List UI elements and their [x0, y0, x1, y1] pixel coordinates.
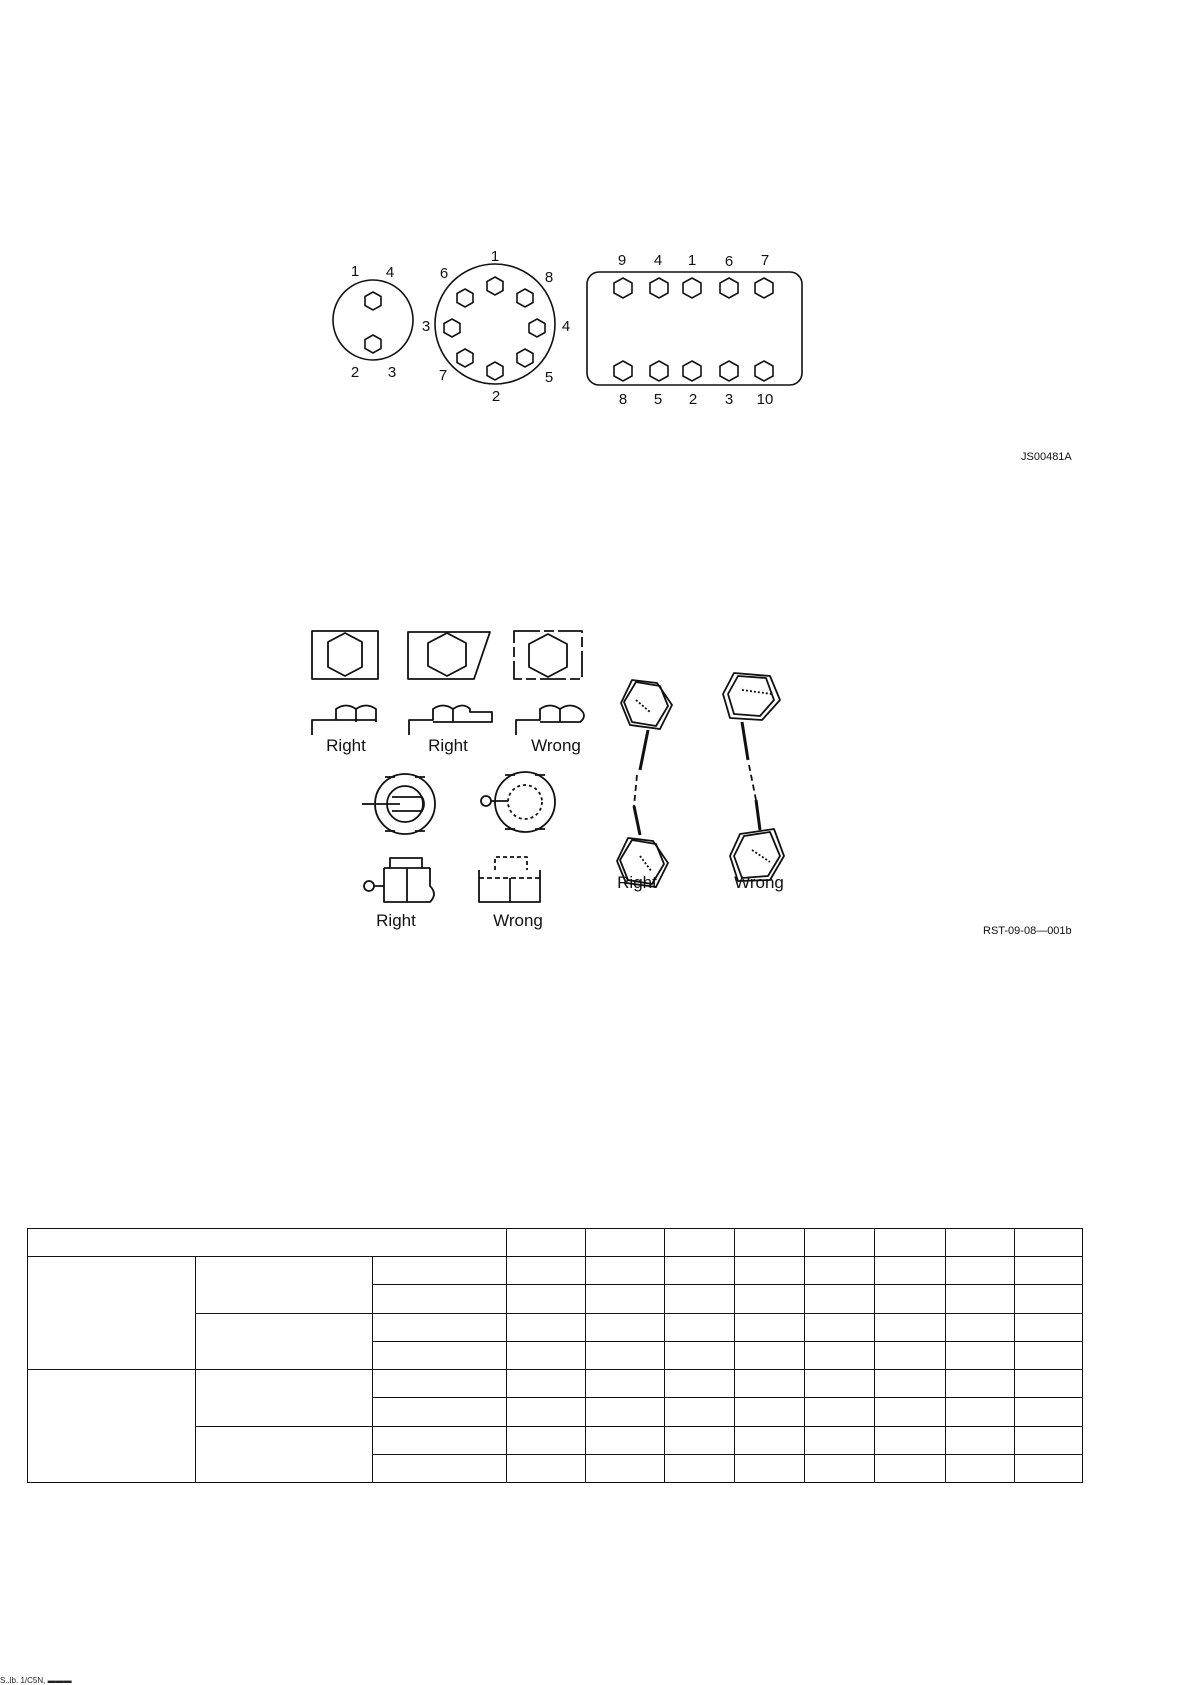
table-cell [1015, 1285, 1083, 1313]
lock-wire-caption: Right [617, 873, 657, 892]
table-cell [735, 1313, 805, 1341]
table-cell [805, 1370, 875, 1398]
table-cell [28, 1229, 507, 1257]
bolt-label: 7 [760, 252, 770, 269]
bolt-label: 7 [438, 367, 448, 384]
table-cell [735, 1229, 805, 1257]
table-cell [586, 1313, 665, 1341]
table-cell [665, 1370, 735, 1398]
table-cell [1015, 1313, 1083, 1341]
table-cell [373, 1257, 507, 1285]
table-cell [507, 1426, 586, 1454]
table-cell [1015, 1398, 1083, 1426]
table-cell [805, 1398, 875, 1426]
table-row [28, 1257, 1083, 1285]
bolt-label: 8 [618, 391, 628, 408]
table-cell [805, 1229, 875, 1257]
table-cell [373, 1285, 507, 1313]
table-cell [28, 1257, 196, 1370]
table-cell [586, 1285, 665, 1313]
table-cell [735, 1398, 805, 1426]
bolt-label: 4 [653, 252, 663, 269]
table-cell [507, 1370, 586, 1398]
table-cell [875, 1313, 946, 1341]
table-cell [665, 1341, 735, 1369]
table-cell [586, 1341, 665, 1369]
bolt-label: 1 [350, 263, 360, 280]
table-cell [507, 1341, 586, 1369]
bolt-label: 5 [653, 391, 663, 408]
cotter-pin-caption: Wrong [493, 911, 543, 930]
table-cell [1015, 1257, 1083, 1285]
table-cell [28, 1370, 196, 1483]
table-cell [586, 1229, 665, 1257]
tightening-sequence-figure [300, 230, 820, 420]
tab-washer-caption: Right [428, 736, 468, 755]
table-cell [805, 1341, 875, 1369]
table-cell [507, 1229, 586, 1257]
table-cell [805, 1257, 875, 1285]
table-cell [586, 1426, 665, 1454]
eight-bolt-pattern [435, 264, 555, 384]
table-cell [507, 1398, 586, 1426]
table-cell [373, 1454, 507, 1482]
ten-bolt-pattern [587, 272, 802, 385]
table-cell [1015, 1370, 1083, 1398]
table-cell [665, 1257, 735, 1285]
castle-nut-right-side [364, 858, 434, 902]
table-cell [373, 1398, 507, 1426]
table-cell [1015, 1454, 1083, 1482]
table-cell [507, 1454, 586, 1482]
castle-nut-right-top [362, 774, 435, 834]
table-cell [946, 1257, 1015, 1285]
table-cell [875, 1370, 946, 1398]
table-cell [196, 1313, 373, 1369]
tab-washer-right-1 [312, 631, 378, 735]
bolt-label: 2 [491, 388, 501, 405]
table-cell [196, 1257, 373, 1313]
table-header-row [28, 1229, 1083, 1257]
table-cell [946, 1398, 1015, 1426]
lock-wire-caption: Wrong [734, 873, 784, 892]
table-cell [735, 1370, 805, 1398]
table-cell [1015, 1229, 1083, 1257]
table-cell [196, 1370, 373, 1426]
table-cell [586, 1370, 665, 1398]
bolt-label: 2 [688, 391, 698, 408]
table-cell [373, 1426, 507, 1454]
bolt-label: 4 [385, 264, 395, 281]
table-row [28, 1370, 1083, 1398]
table-cell [586, 1257, 665, 1285]
table-cell [875, 1257, 946, 1285]
table-cell [196, 1426, 373, 1482]
table-cell [805, 1454, 875, 1482]
table-cell [586, 1454, 665, 1482]
specification-table [27, 1228, 1083, 1483]
table-cell [805, 1285, 875, 1313]
lock-wire-wrong [723, 673, 784, 881]
table-cell [735, 1454, 805, 1482]
table-cell [373, 1313, 507, 1341]
table-cell [373, 1341, 507, 1369]
bolt-label: 6 [439, 265, 449, 282]
table-cell [946, 1341, 1015, 1369]
cotter-pin-caption: Right [376, 911, 416, 930]
bolt-label: 5 [544, 369, 554, 386]
figure-code: RST-09-08—001b [983, 925, 1072, 937]
bolt-label: 1 [490, 248, 500, 265]
table-cell [735, 1426, 805, 1454]
castle-nut-wrong-side [479, 857, 540, 902]
bolt-label: 6 [724, 253, 734, 270]
lock-wire-right [617, 680, 672, 887]
table-cell [735, 1257, 805, 1285]
bolt-label: 9 [617, 252, 627, 269]
table-cell [875, 1229, 946, 1257]
table-cell [946, 1313, 1015, 1341]
tab-washer-caption: Wrong [531, 736, 581, 755]
table-cell [946, 1426, 1015, 1454]
locking-methods-figure [300, 620, 820, 940]
table-cell [875, 1285, 946, 1313]
table-cell [665, 1454, 735, 1482]
table-cell [1015, 1426, 1083, 1454]
table-cell [946, 1370, 1015, 1398]
table-cell [665, 1313, 735, 1341]
table-cell [735, 1285, 805, 1313]
table-cell [507, 1285, 586, 1313]
bolt-label: 8 [544, 269, 554, 286]
bolt-label: 3 [421, 318, 431, 335]
bolt-label: 3 [387, 364, 397, 381]
table-cell [373, 1370, 507, 1398]
table-cell [805, 1313, 875, 1341]
tab-washer-wrong [514, 631, 584, 735]
bolt-label: 2 [350, 364, 360, 381]
table-cell [946, 1454, 1015, 1482]
tab-washer-caption: Right [326, 736, 366, 755]
table-cell [875, 1454, 946, 1482]
table-cell [875, 1398, 946, 1426]
table-cell [665, 1426, 735, 1454]
table-cell [805, 1426, 875, 1454]
table-cell [665, 1229, 735, 1257]
table-cell [875, 1341, 946, 1369]
table-cell [507, 1257, 586, 1285]
table-cell [946, 1285, 1015, 1313]
table-cell [735, 1341, 805, 1369]
bolt-label: 1 [687, 252, 697, 269]
castle-nut-wrong-top [481, 772, 555, 832]
figure-code: JS00481A [1021, 451, 1072, 463]
table-cell [665, 1285, 735, 1313]
table-cell [665, 1398, 735, 1426]
table-cell [946, 1229, 1015, 1257]
page-footer: S..lb. 1/C5N, ▬▬▬ [0, 1676, 72, 1685]
table-cell [507, 1313, 586, 1341]
table-cell [586, 1398, 665, 1426]
four-bolt-pattern [333, 280, 413, 360]
bolt-label: 10 [756, 391, 774, 408]
bolt-label: 3 [724, 391, 734, 408]
table-cell [875, 1426, 946, 1454]
bolt-label: 4 [561, 318, 571, 335]
tab-washer-right-2 [408, 632, 492, 735]
table-cell [1015, 1341, 1083, 1369]
